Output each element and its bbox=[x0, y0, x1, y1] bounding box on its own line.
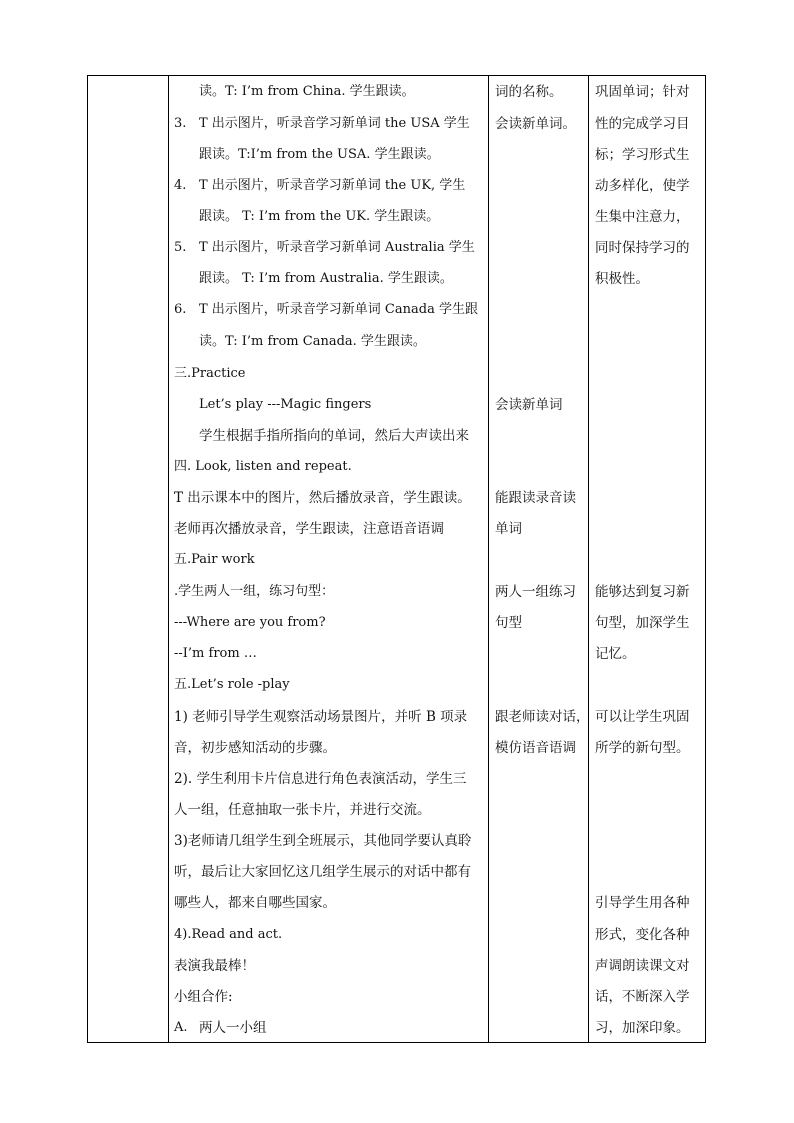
procedure-line: 音，初步感知活动的步骤。 bbox=[174, 740, 336, 756]
intent-line: 标；学习形式生 bbox=[595, 147, 690, 163]
list-marker: A. bbox=[174, 1020, 188, 1035]
procedure-line: T 出示图片，听录音学习新单词 the UK, 学生 bbox=[199, 178, 466, 193]
procedure-line: 跟读。 T: I’m from Australia. 学生跟读。 bbox=[199, 271, 453, 286]
intent-line: 巩固单词；针对 bbox=[595, 84, 690, 100]
procedure-line: 哪些人，都来自哪些国家。 bbox=[174, 895, 336, 911]
goal-line: 单词 bbox=[495, 521, 522, 537]
list-number: 5. bbox=[174, 240, 187, 255]
list-number: 4. bbox=[174, 178, 187, 193]
intent-line: 同时保持学习的 bbox=[595, 240, 690, 256]
intent-line: 动多样化，使学 bbox=[595, 178, 690, 194]
list-number: 3. bbox=[174, 116, 187, 131]
procedure-line: T 出示图片，听录音学习新单词 Australia 学生 bbox=[199, 240, 475, 255]
column-divider bbox=[588, 76, 589, 1042]
intent-line: 习，加深印象。 bbox=[595, 1020, 690, 1036]
intent-line: 引导学生用各种 bbox=[595, 895, 690, 911]
procedure-line: 读。T: I’m from China. 学生跟读。 bbox=[199, 84, 415, 99]
procedure-line: 老师再次播放录音，学生跟读，注意语音语调 bbox=[174, 521, 444, 537]
goal-line: 能跟读录音读 bbox=[495, 490, 576, 506]
goal-line: 词的名称。 bbox=[495, 84, 563, 100]
section-heading: 五.Pair work bbox=[174, 552, 255, 567]
intent-line: 形式，变化各种 bbox=[595, 927, 690, 943]
procedure-line: ---Where are you from? bbox=[174, 615, 326, 630]
intent-line: 积极性。 bbox=[595, 271, 649, 287]
procedure-line: 2). 学生利用卡片信息进行角色表演活动，学生三 bbox=[174, 771, 467, 787]
goal-line: 模仿语音语调 bbox=[495, 740, 576, 756]
column-divider bbox=[488, 76, 489, 1042]
goal-line: 会读新单词。 bbox=[495, 116, 576, 132]
procedure-line: Let’s play ---Magic fingers bbox=[199, 397, 372, 412]
column-divider bbox=[168, 76, 169, 1042]
procedure-line: 3)老师请几组学生到全班展示，其他同学要认真聆 bbox=[174, 833, 472, 849]
intent-line: 句型，加深学生 bbox=[595, 615, 690, 631]
intent-line: 所学的新句型。 bbox=[595, 740, 690, 756]
intent-line: 记忆。 bbox=[595, 646, 636, 662]
procedure-line: 表演我最棒！ bbox=[174, 958, 255, 974]
intent-line: 生集中注意力， bbox=[595, 209, 690, 225]
procedure-line: T 出示课本中的图片，然后播放录音，学生跟读。 bbox=[174, 490, 471, 506]
procedure-line: 人一组，任意抽取一张卡片，并进行交流。 bbox=[174, 802, 431, 818]
section-heading: 三.Practice bbox=[174, 366, 246, 381]
procedure-line: --I’m from … bbox=[174, 646, 257, 661]
goal-line: 会读新单词 bbox=[495, 397, 563, 413]
goal-line: 句型 bbox=[495, 615, 522, 631]
intent-line: 话，不断深入学 bbox=[595, 989, 690, 1005]
procedure-line: T 出示图片，听录音学习新单词 the USA 学生 bbox=[199, 116, 470, 131]
procedure-line: 跟读。 T: I’m from the UK. 学生跟读。 bbox=[199, 209, 440, 224]
procedure-line: 跟读。T:I’m from the USA. 学生跟读。 bbox=[199, 147, 440, 162]
intent-line: 能够达到复习新 bbox=[595, 584, 690, 600]
procedure-line: 两人一小组 bbox=[199, 1020, 267, 1036]
section-heading: 四. Look, listen and repeat. bbox=[174, 459, 352, 474]
goal-line: 两人一组练习 bbox=[495, 584, 576, 600]
procedure-line: 学生根据手指所指向的单词，然后大声读出来 bbox=[199, 428, 469, 444]
section-heading: 五.Let’s role -play bbox=[174, 677, 290, 692]
procedure-line: 小组合作: bbox=[174, 989, 233, 1005]
goal-line: 跟老师读对话， bbox=[495, 709, 590, 725]
procedure-line: T 出示图片，听录音学习新单词 Canada 学生跟 bbox=[199, 302, 478, 317]
procedure-line: 听，最后让大家回忆这几组学生展示的对话中都有 bbox=[174, 864, 471, 880]
procedure-line: 1) 老师引导学生观察活动场景图片，并听 B 项录 bbox=[174, 709, 468, 725]
procedure-line: .学生两人一组，练习句型： bbox=[174, 584, 335, 599]
list-number: 6. bbox=[174, 302, 187, 317]
procedure-line: 读。T: I’m from Canada. 学生跟读。 bbox=[199, 334, 426, 349]
procedure-line: 4).Read and act. bbox=[174, 927, 283, 942]
intent-line: 性的完成学习目 bbox=[595, 116, 690, 132]
intent-line: 声调朗读课文对 bbox=[595, 958, 690, 974]
intent-line: 可以让学生巩固 bbox=[595, 709, 690, 725]
